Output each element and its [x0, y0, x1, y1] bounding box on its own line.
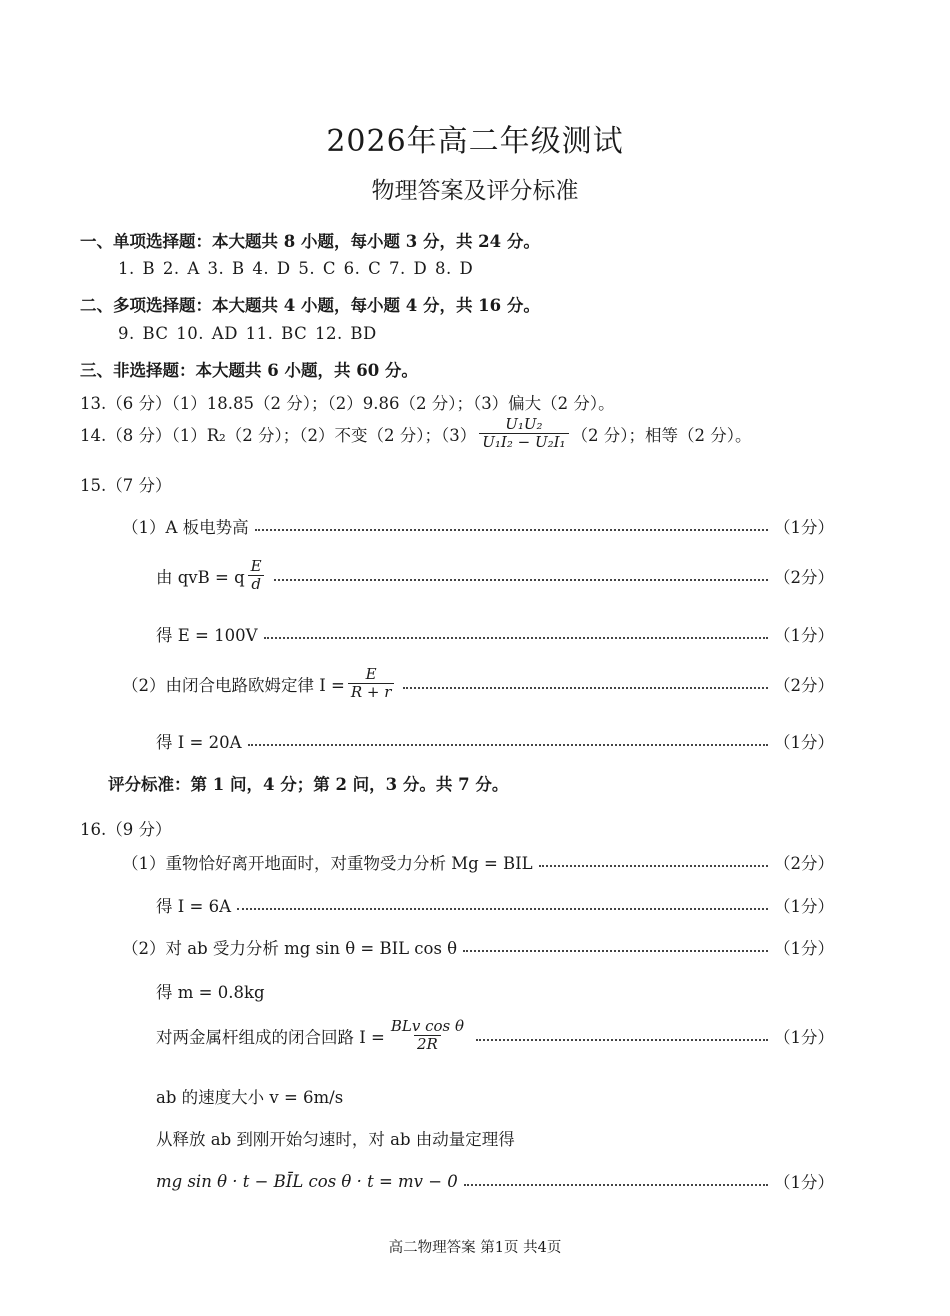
- q15-line-4-denominator: R + r: [348, 683, 395, 701]
- q14-fraction-numerator: U₁U₂: [505, 415, 543, 433]
- q15-line-1: [122, 514, 834, 538]
- q16-line-1: [122, 850, 834, 874]
- q16-line-8-score: （1分）: [774, 1173, 834, 1192]
- q15-line-5-text: 得 I = 20A: [156, 733, 242, 752]
- q15-line-3-score: （1分）: [774, 626, 834, 645]
- q16-line-1-text: （1）重物恰好离开地面时，对重物受力分析 Mg = BIL: [122, 854, 533, 873]
- q16-line-3-text: （2）对 ab 受力分析 mg sin θ = BIL cos θ: [122, 939, 458, 958]
- q16-line-5-denominator: 2R: [414, 1035, 441, 1053]
- q14-fraction-denominator: U₁I₂ − U₂I₁: [479, 433, 568, 451]
- q15-grading-criteria: 评分标准：第 1 问，4 分；第 2 问，3 分。共 7 分。: [108, 775, 509, 794]
- document-title: 2026年高二年级测试: [326, 124, 624, 159]
- q15-line-2-denominator: d: [248, 575, 264, 593]
- dotted-leader: [264, 637, 768, 639]
- q15-line-4-fraction: [348, 666, 395, 702]
- q15-line-2-numerator: E: [250, 557, 262, 575]
- section-2-answers: 9. BC 10. AD 11. BC 12. BD: [118, 324, 377, 343]
- q15-line-2-fraction: [248, 558, 265, 594]
- q15-line-1-score: （1分）: [774, 518, 834, 537]
- q15-line-2-score: （2分）: [774, 567, 834, 587]
- q15-line-4: [122, 666, 834, 702]
- dotted-leader: [476, 1039, 768, 1041]
- q15-line-2-prefix: 由 qvB = q: [156, 567, 245, 587]
- q14-fraction: [479, 416, 568, 452]
- q16-line-5: [156, 1018, 834, 1054]
- question-13-answer: 13.（6 分）（1）18.85（2 分）；（2）9.86（2 分）；（3）偏大（2 分）。: [80, 394, 615, 413]
- dotted-leader: [403, 687, 768, 689]
- q16-line-5-fraction: [388, 1018, 467, 1054]
- q16-line-6: ab 的速度大小 v = 6m/s: [156, 1088, 344, 1107]
- q16-line-5-score: （1分）: [774, 1027, 834, 1047]
- q16-line-5-numerator: BLv cos θ: [390, 1017, 464, 1035]
- page-footer: 高二物理答案 第1页 共4页: [388, 1240, 562, 1256]
- q15-line-4-numerator: E: [365, 665, 377, 683]
- q16-line-1-score: （2分）: [774, 854, 834, 873]
- dotted-leader: [463, 950, 768, 952]
- section-1-header: 一、单项选择题：本大题共 8 小题，每小题 3 分，共 24 分。: [80, 232, 540, 251]
- q15-line-5-score: （1分）: [774, 733, 834, 752]
- section-2-header: 二、多项选择题：本大题共 4 小题，每小题 4 分，共 16 分。: [80, 296, 540, 315]
- q14-suffix: （2 分）；相等（2 分）。: [571, 425, 752, 445]
- q16-line-5-prefix: 对两金属杆组成的闭合回路 I =: [156, 1027, 385, 1047]
- q16-line-4: 得 m = 0.8kg: [156, 983, 265, 1002]
- q16-line-7: 从释放 ab 到刚开始匀速时，对 ab 由动量定理得: [156, 1130, 515, 1149]
- q15-line-3: [156, 622, 834, 646]
- q15-line-5: [156, 729, 834, 753]
- q15-line-2: [156, 558, 834, 594]
- q15-line-4-score: （2分）: [774, 675, 834, 695]
- q15-line-4-prefix: （2）由闭合电路欧姆定律 I =: [122, 675, 345, 695]
- question-15-header: 15.（7 分）: [80, 476, 172, 495]
- q16-line-8-text: mg sin θ · t − BĪL cos θ · t = mv − 0: [156, 1171, 458, 1191]
- q15-line-3-text: 得 E = 100V: [156, 626, 258, 645]
- question-16-header: 16.（9 分）: [80, 820, 172, 839]
- q16-line-2-text: 得 I = 6A: [156, 897, 231, 916]
- q16-line-2: [156, 893, 834, 917]
- q16-line-3: [122, 935, 834, 959]
- document-subtitle: 物理答案及评分标准: [371, 178, 579, 204]
- section-1-answers: 1. B 2. A 3. B 4. D 5. C 6. C 7. D 8. D: [118, 259, 474, 278]
- dotted-leader: [248, 744, 769, 746]
- q16-line-8: [156, 1169, 834, 1193]
- q16-line-3-score: （1分）: [774, 939, 834, 958]
- dotted-leader: [255, 529, 768, 531]
- dotted-leader: [464, 1184, 768, 1186]
- dotted-leader: [274, 579, 768, 581]
- dotted-leader: [237, 908, 768, 910]
- q14-prefix: 14.（8 分）（1）R₂（2 分）；（2）不变（2 分）；（3）: [80, 425, 477, 445]
- q16-line-2-score: （1分）: [774, 897, 834, 916]
- question-14-answer: [80, 416, 752, 452]
- dotted-leader: [539, 865, 768, 867]
- q15-line-1-text: （1）A 板电势高: [122, 518, 249, 537]
- section-3-header: 三、非选择题：本大题共 6 小题，共 60 分。: [80, 361, 418, 380]
